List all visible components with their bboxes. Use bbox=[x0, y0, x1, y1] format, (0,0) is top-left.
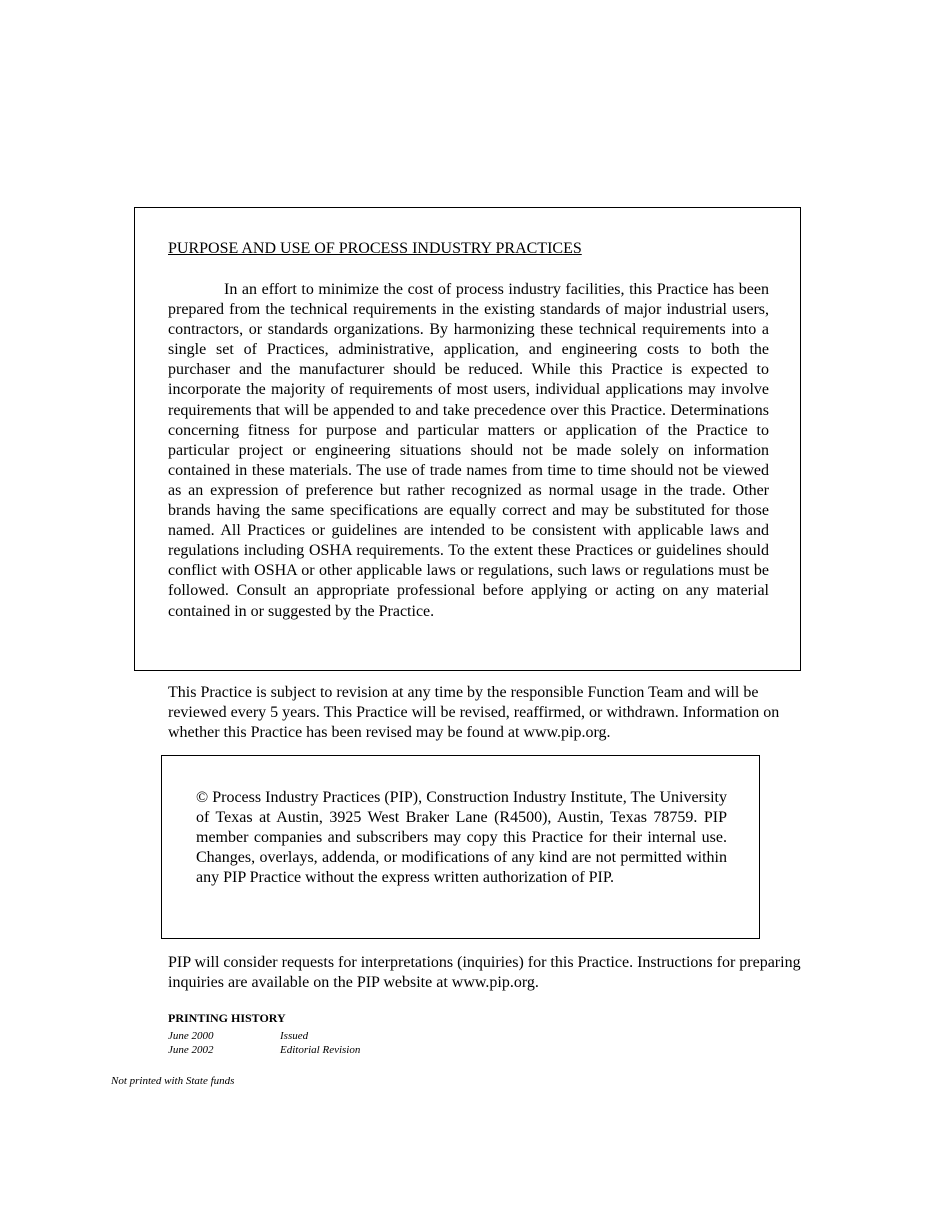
purpose-title: PURPOSE AND USE OF PROCESS INDUSTRY PRACTICES bbox=[168, 240, 582, 257]
history-date: June 2002 bbox=[168, 1044, 214, 1056]
printing-history-row bbox=[168, 1030, 308, 1042]
printing-history-row bbox=[168, 1044, 360, 1056]
inquiries-paragraph: PIP will consider requests for interpretations (inquiries) for this Practice. Instructions for preparing inquiries are available on the PIP website at www.pip.org. bbox=[168, 954, 801, 991]
purpose-box bbox=[134, 207, 801, 671]
history-description: Issued bbox=[280, 1030, 309, 1042]
footer-note: Not printed with State funds bbox=[111, 1075, 235, 1087]
copyright-paragraph: © Process Industry Practices (PIP), Construction Industry Institute, The University of Texas at Austin, 3925 West Braker Lane (R4500), Austin, Texas 78759. PIP member companies and subscribers may copy this Practice for their internal use. Changes, overlays, addenda, or modifications of any kind are not permitted within any PIP Practice without the express written authorization of PIP. bbox=[196, 789, 727, 887]
history-description: Editorial Revision bbox=[280, 1044, 361, 1056]
printing-history-heading: PRINTING HISTORY bbox=[168, 1011, 286, 1025]
history-date: June 2000 bbox=[168, 1030, 214, 1042]
purpose-paragraph: In an effort to minimize the cost of process industry facilities, this Practice has been prepared from the technical requirements in the existing standards of major industrial users, contractors, or standards organizations. By harmonizing these technical requirements into a single set of Practices, administrative, application, and engineering costs to both the purchaser and the manufacturer should be reduced. While this Practice is expected to incorporate the majority of requirements of most users, individual applications may involve requirements that will be appended to and take precedence over this Practice. Determinations concerning fitness for purpose and particular matters or application of the Practice to particular project or engineering situations should not be made solely on information contained in these materials. The use of trade names from time to time should not be viewed as an expression of preference but rather recognized as normal usage in the trade. Other brands having the same specifications are equally correct and may be substituted for those named. All Practices or guidelines are intended to be consistent with applicable laws and regulations including OSHA requirements. To the extent these Practices or guidelines should conflict with OSHA or other applicable laws or regulations, such laws or regulations must be followed. Consult an appropriate professional before applying or acting on any material contained in or suggested by the Practice. bbox=[168, 281, 769, 620]
revision-paragraph: This Practice is subject to revision at any time by the responsible Function Team and will be reviewed every 5 years. This Practice will be revised, reaffirmed, or withdrawn. Information on whether this Practice has been revised may be found at www.pip.org. bbox=[168, 684, 780, 741]
copyright-box bbox=[161, 755, 760, 939]
